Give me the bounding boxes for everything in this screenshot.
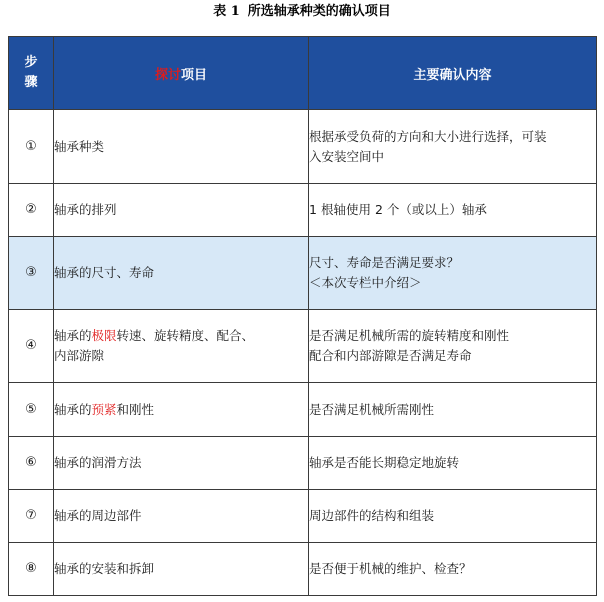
item-text: 和刚性 <box>116 401 155 417</box>
table-caption <box>0 3 604 21</box>
content-line: 根据承受负荷的方向和大小进行选择，可装 <box>309 128 547 144</box>
item-cell: 轴承的安装和拆卸 <box>54 543 309 596</box>
item-cell: 轴承的周边部件 <box>54 490 309 543</box>
header-step <box>9 37 54 110</box>
content-number: 1 <box>309 202 317 217</box>
confirmation-table <box>8 36 597 596</box>
item-cell: 轴承的排列 <box>54 184 309 237</box>
content-line: 尺寸、寿命是否满足要求？ <box>309 255 460 270</box>
content-cell <box>309 310 597 383</box>
item-cell <box>54 383 309 437</box>
item-cell <box>54 310 309 383</box>
caption-label: 表 1 <box>213 4 240 19</box>
content-text: 个（或以上）轴承 <box>386 202 487 217</box>
step-number: ⑦ <box>9 490 54 543</box>
content-cell <box>309 110 597 184</box>
item-text: 轴承的 <box>54 401 92 417</box>
table-row <box>9 310 597 383</box>
step-number: ⑤ <box>9 383 54 437</box>
item-highlight: 极限 <box>91 328 117 343</box>
step-number: ④ <box>9 310 54 383</box>
content-line: 是否满足机械所需的旋转精度和刚性 <box>309 328 510 343</box>
header-item-rest: 项目 <box>181 67 208 83</box>
table-row <box>9 490 597 543</box>
item-cell: 轴承的润滑方法 <box>54 437 309 490</box>
header-content: 主要确认内容 <box>309 37 597 110</box>
content-cell: 是否便于机械的维护、检查？ <box>309 543 597 596</box>
item-highlight: 预紧 <box>91 401 117 417</box>
table-row <box>9 184 597 237</box>
content-cell: 是否满足机械所需刚性 <box>309 383 597 437</box>
item-cell: 轴承的尺寸、寿命 <box>54 237 309 310</box>
table-row <box>9 110 597 184</box>
item-text: 内部游隙 <box>54 348 105 363</box>
content-cell: 周边部件的结构和组装 <box>309 490 597 543</box>
step-number: ② <box>9 184 54 237</box>
header-item <box>54 37 309 110</box>
step-number: ⑥ <box>9 437 54 490</box>
item-text: 轴承的 <box>54 328 92 343</box>
header-step-char-2: 骤 <box>24 75 38 90</box>
content-line: 入安装空间中 <box>309 148 385 164</box>
table-row <box>9 543 597 596</box>
content-cell <box>309 237 597 310</box>
header-item-highlight: 探讨 <box>154 67 181 83</box>
content-line: 配合和内部游隙是否满足寿命 <box>309 348 472 363</box>
table-header-row <box>9 37 597 110</box>
item-cell: 轴承种类 <box>54 110 309 184</box>
content-cell <box>309 184 597 237</box>
step-number: ⑧ <box>9 543 54 596</box>
item-text: 转速、旋转精度、配合、 <box>116 328 255 343</box>
caption-text: 所选轴承种类的确认项目 <box>247 4 391 19</box>
content-number: 2 <box>374 202 383 217</box>
table-row-highlighted <box>9 237 597 310</box>
table-row <box>9 383 597 437</box>
content-line: ＜本次专栏中介绍＞ <box>309 275 422 290</box>
header-step-char-1: 步 <box>24 55 38 70</box>
content-cell: 轴承是否能长期稳定地旋转 <box>309 437 597 490</box>
step-number: ③ <box>9 237 54 310</box>
table-row <box>9 437 597 490</box>
step-number: ① <box>9 110 54 184</box>
content-text: 根轴使用 <box>320 202 371 217</box>
